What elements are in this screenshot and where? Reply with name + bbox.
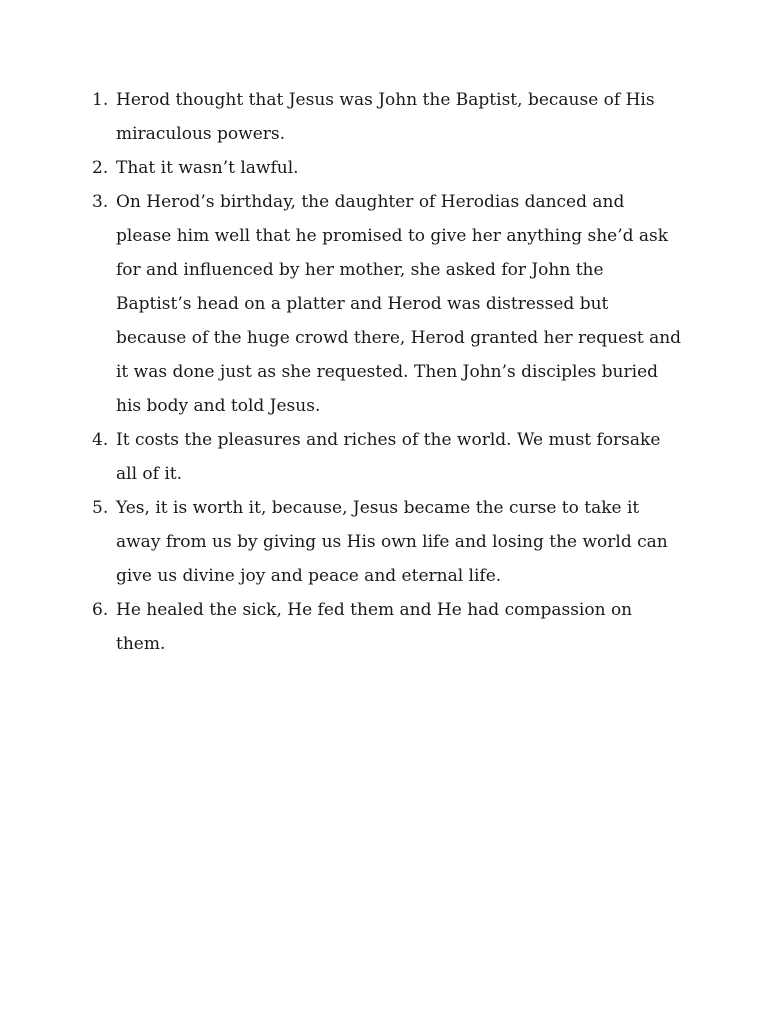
list-item-6 xyxy=(0,593,682,661)
list-item-3 xyxy=(0,185,682,423)
item-number-3: 3. xyxy=(92,192,109,212)
list-item-4 xyxy=(0,423,682,491)
item-text-1: Herod thought that Jesus was John the Baptist, because of His miraculous powers. xyxy=(116,90,655,144)
item-number-2: 2. xyxy=(92,158,109,178)
list-item-2 xyxy=(0,151,682,185)
item-number-4: 4. xyxy=(92,430,109,450)
answer-list xyxy=(0,83,768,661)
item-text-5: Yes, it is worth it, because, Jesus became the curse to take it away from us by giving us His own life and losing the world can give us divine joy and peace and eternal life. xyxy=(116,498,668,586)
item-text-6: He healed the sick, He fed them and He had compassion on them. xyxy=(116,600,633,654)
item-text-3: On Herod’s birthday, the daughter of Herodias danced and please him well that he promised to give her anything she’d ask for and influenced by her mother, she asked for John the Baptist’s head on a platter and Herod was distressed but because of the huge crowd there, Herod granted her request and it was done just as she requested. Then John’s disciples buried his body and told Jesus. xyxy=(116,192,682,416)
list-item-1 xyxy=(0,83,682,151)
item-number-5: 5. xyxy=(92,498,109,518)
item-text-2: That it wasn’t lawful. xyxy=(116,158,299,178)
item-text-4: It costs the pleasures and riches of the world. We must forsake all of it. xyxy=(116,430,661,484)
list-item-5 xyxy=(0,491,682,593)
item-number-1: 1. xyxy=(92,90,109,110)
item-number-6: 6. xyxy=(92,600,109,620)
